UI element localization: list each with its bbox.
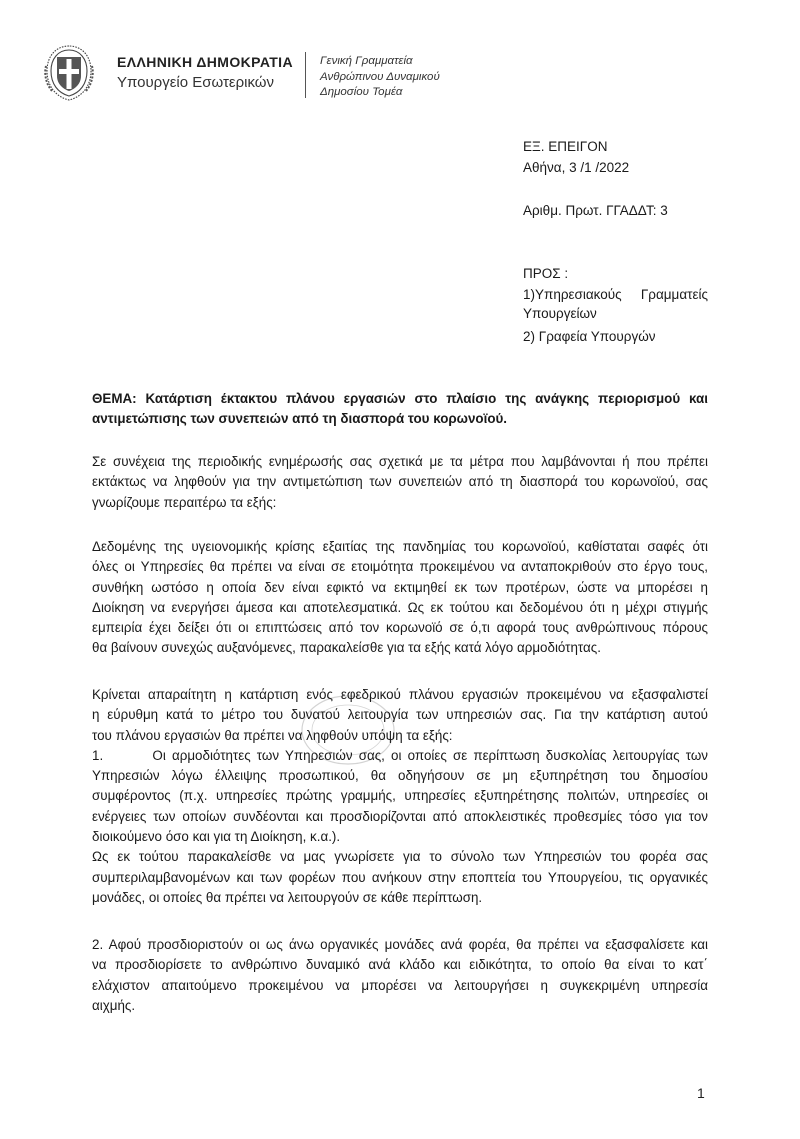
subject-line-1: [92, 389, 708, 409]
paragraph-3: [92, 685, 708, 908]
subject-block: [92, 389, 708, 430]
secretariat-line: Ανθρώπινου Δυναμικού: [320, 70, 440, 83]
subject-label: ΘΕΜΑ:: [92, 391, 137, 406]
paragraph-line: ενέργειες των οποίων συνδέονται και προσδιορίζονται από αποκλειστικές προθεσμίες τόσο για τον: [92, 808, 708, 824]
secretariat-line: Γενική Γραμματεία: [320, 55, 413, 67]
paragraph-line: 2. Αφού προσδιοριστούν οι ως άνω οργανικές μονάδες ανά φορέα, θα πρέπει να εξασφαλίσετε και: [92, 937, 708, 952]
paragraph-line: εκτάκτως να ληφθούν για την αντιμετώπιση των συνεπειών από τη διασπορά του κορωνοϊού, σας: [92, 474, 708, 490]
paragraph-line: ελάχιστον απαιτούμενο προκειμένου να μπορέσει να λειτουργήσει η συγκεκριμένη υπηρεσία: [92, 977, 708, 993]
paragraph-line: Υπηρεσιών λόγω έλλειψης προσωπικού, θα οδηγήσουν σε μη εξυπηρέτηση του δημοσίου: [92, 768, 708, 784]
paragraph-line: Σε συνέχεια της περιοδικής ενημέρωσής σας σχετικά με τα μέτρα που λαμβάνονται ή που πρέπει: [92, 454, 708, 469]
general-secretariat: [320, 54, 440, 101]
document-date: Αθήνα, 3 /1 /2022: [523, 160, 630, 175]
paragraph-line: εμπειρία έχει δείξει ότι οι επιπτώσεις από τον κορωνοϊό σε ό,τι αφορά τους ανθρώπινους πόρους: [92, 620, 708, 636]
paragraph-1: [92, 452, 708, 513]
recipient-1-part-2: Γραμματείς: [640, 287, 708, 302]
protocol-number: Αριθμ. Πρωτ. ΓΓΑΔΔΤ: 3: [523, 203, 668, 218]
recipient-1-line-2: Υπουργείων: [523, 306, 597, 321]
recipient-1-part-1: 1)Υπηρεσιακούς: [523, 287, 622, 302]
paragraph-line: Ως εκ τούτου παρακαλείσθε να μας γνωρίσετε για το σύνολο των Υπηρεσιών του φορέα σας: [92, 849, 708, 865]
recipient-1-line-1: [523, 287, 708, 302]
paragraph-line: συμπεριλαμβανομένων και των φορέων που ανήκουν στην εποπτεία του Υπουργείου, τις οργανικές: [92, 869, 708, 885]
subject-text: Κατάρτιση έκτακτου πλάνου εργασιών στο πλαίσιο της ανάγκης περιορισμού και: [145, 391, 708, 406]
paragraph-line: Δεδομένης της υγειονομικής κρίσης εξαιτίας της πανδημίας του κορωνοϊού, καθίσταται σαφές ότι: [92, 539, 708, 554]
ministry-name: Υπουργείο Εσωτερικών: [117, 74, 275, 91]
paragraph-line: συνθήκη ωστόσο η οποία δεν είναι εφικτό να εκτιμηθεί εκ των προτέρων, ώστε να μπορέσει η: [92, 579, 708, 595]
greek-coat-of-arms-emblem: [40, 42, 98, 104]
urgency-label: ΕΞ. ΕΠΕΙΓΟΝ: [523, 139, 608, 154]
republic-name: ΕΛΛΗΝΙΚΗ ΔΗΜΟΚΡΑΤΙΑ: [117, 54, 293, 70]
paragraph-line: Κρίνεται απαραίτητη η κατάρτιση ενός εφεδρικού πλάνου εργασιών προκειμένου να εξασφαλιστεί: [92, 687, 708, 702]
paragraph-line: γνωρίζουμε περαιτέρω τα εξής:: [92, 494, 277, 510]
paragraph-line: συμφέροντος (π.χ. υπηρεσίες πρώτης γραμμής, υπηρεσίες εξυπηρέτησης πολιτών, υπηρεσίες οι: [92, 788, 708, 804]
paragraph-line: η εύρυθμη κατά το μέτρο του δυνατού λειτουργία των υπηρεσιών σας. Για την κατάρτιση αυτού: [92, 707, 708, 723]
paragraph-4: [92, 935, 708, 1016]
paragraph-line: μονάδες, οι οποίες θα πρέπει να λειτουργούν σε κάθε περίπτωση.: [92, 889, 483, 905]
secretariat-line: Δημοσίου Τομέα: [320, 86, 403, 98]
subject-line-2: αντιμετώπισης των συνεπειών από τη διασπορά του κορωνοϊού.: [92, 411, 508, 427]
paragraph-line: να προσδιορίσετε το ανθρώπινο δυναμικό ανά κλάδο και ειδικότητα, το οποίο θα είναι το κατ΄: [92, 957, 708, 973]
paragraph-line: θα βαίνουν συνεχώς αυξανόμενες, παρακαλείσθε για τα εξής κατά λόγο αρμοδιότητας.: [92, 640, 601, 656]
header-divider: [305, 52, 306, 98]
paragraph-line: αιχμής.: [92, 997, 136, 1013]
recipients-heading: ΠΡΟΣ :: [523, 266, 569, 281]
paragraph-line: 1. Οι αρμοδιότητες των Υπηρεσιών σας, οι οποίες σε περίπτωση δυσκολίας λειτουργίας των: [92, 747, 708, 763]
paragraph-line: όλες οι Υπηρεσίες θα πρέπει να είναι σε ετοιμότητα προκειμένου να ανταποκριθούν στο έργο τους,: [92, 559, 708, 575]
page-number: 1: [697, 1085, 705, 1101]
recipient-2: 2) Γραφεία Υπουργών: [523, 329, 656, 344]
paragraph-line: του πλάνου εργασιών θα πρέπει να ληφθούν υπόψη τα εξής:: [92, 727, 453, 743]
paragraph-line: διοικούμενο όσο και για τη Διοίκηση, κ.α.).: [92, 829, 341, 845]
ministry-heading: [117, 54, 293, 91]
paragraph-line: Διοίκηση να ενεργήσει άμεσα και αποτελεσματικά. Ως εκ τούτου και δεδομένου ότι η μέχρι στιγμής: [92, 599, 708, 615]
paragraph-2: [92, 537, 708, 659]
